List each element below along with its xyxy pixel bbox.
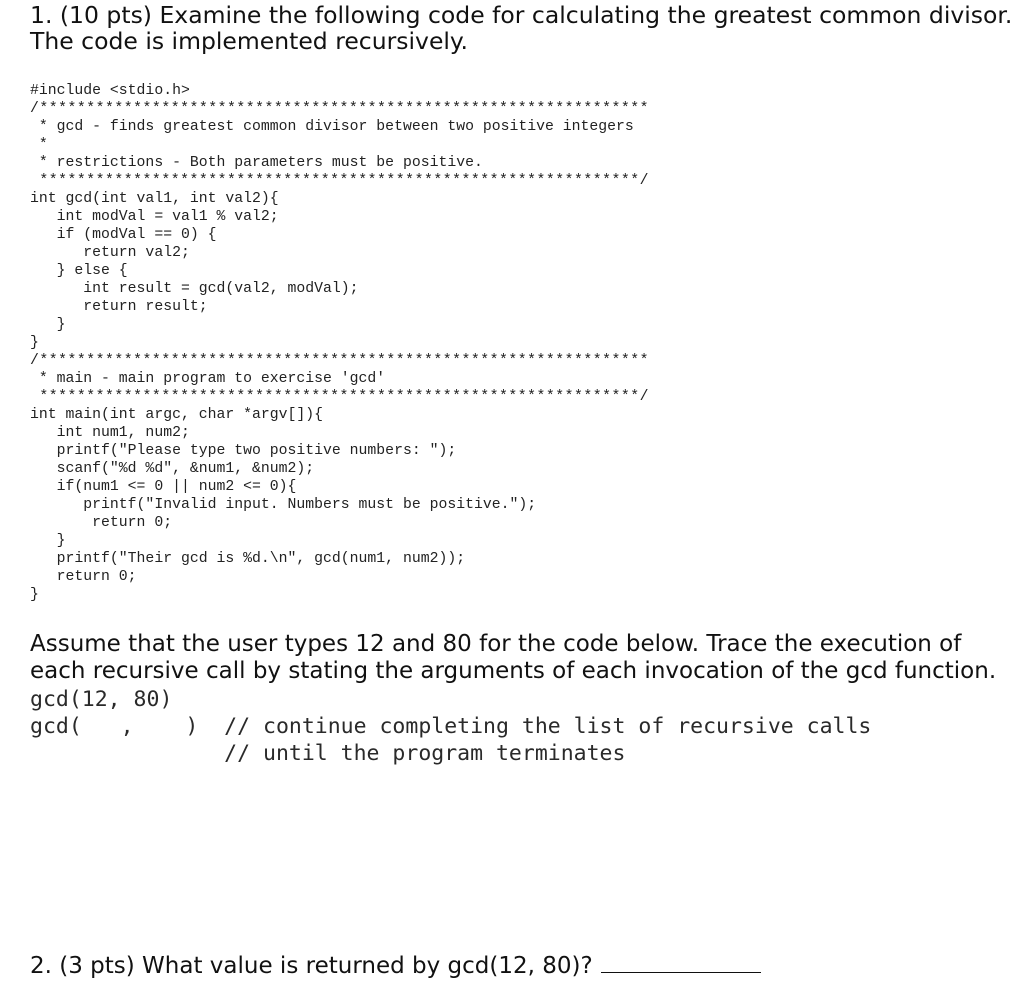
code-line: printf("Invalid input. Numbers must be positive.");: [30, 497, 537, 513]
code-line: }: [30, 533, 66, 549]
code-line: #include <stdio.h>: [30, 83, 190, 99]
code-line: int result = gcd(val2, modVal);: [30, 281, 359, 297]
code-line: ****************************************************************/: [30, 389, 650, 405]
question-1-title: 1. (10 pts) Examine the following code for calculating the greatest common divisor. The code is implemented recursively.: [30, 1, 1013, 55]
code-listing: [30, 82, 649, 604]
code-line: printf("Their gcd is %d.\n", gcd(num1, num2));: [30, 551, 466, 567]
code-line: int main(int argc, char *argv[]){: [30, 407, 324, 423]
code-line: printf("Please type two positive numbers: ");: [30, 443, 457, 459]
code-line: *: [30, 137, 48, 153]
code-line: if(num1 <= 0 || num2 <= 0){: [30, 479, 297, 495]
code-line: * main - main program to exercise 'gcd': [30, 371, 386, 387]
code-line: return 0;: [30, 515, 173, 531]
code-line: int num1, num2;: [30, 425, 190, 441]
code-line: int modVal = val1 % val2;: [30, 209, 279, 225]
code-line: return val2;: [30, 245, 190, 261]
code-line: * gcd - finds greatest common divisor between two positive integers: [30, 119, 634, 135]
code-line: /*****************************************************************: [30, 101, 650, 117]
code-line: }: [30, 587, 39, 603]
question-2-text: 2. (3 pts) What value is returned by gcd(12, 80)?: [30, 953, 593, 979]
trace-line: gcd( , ) // continue completing the list of recursive calls: [30, 714, 872, 739]
question-1-prompt: Assume that the user types 12 and 80 for the code below. Trace the execution of each recursive call by stating the arguments of each invocation of the gcd function.: [30, 631, 997, 684]
trace-listing: [30, 686, 871, 767]
code-line: int gcd(int val1, int val2){: [30, 191, 279, 207]
trace-line: // until the program terminates: [30, 741, 626, 766]
code-line: scanf("%d %d", &num1, &num2);: [30, 461, 315, 477]
code-line: return result;: [30, 299, 208, 315]
code-line: return 0;: [30, 569, 137, 585]
code-line: } else {: [30, 263, 128, 279]
code-line: * restrictions - Both parameters must be positive.: [30, 155, 483, 171]
answer-blank[interactable]: [601, 948, 761, 973]
code-line: }: [30, 317, 66, 333]
trace-line: gcd(12, 80): [30, 687, 173, 712]
question-2: [30, 948, 761, 980]
code-line: if (modVal == 0) {: [30, 227, 217, 243]
code-line: }: [30, 335, 39, 351]
code-line: ****************************************************************/: [30, 173, 650, 189]
code-line: /*****************************************************************: [30, 353, 650, 369]
